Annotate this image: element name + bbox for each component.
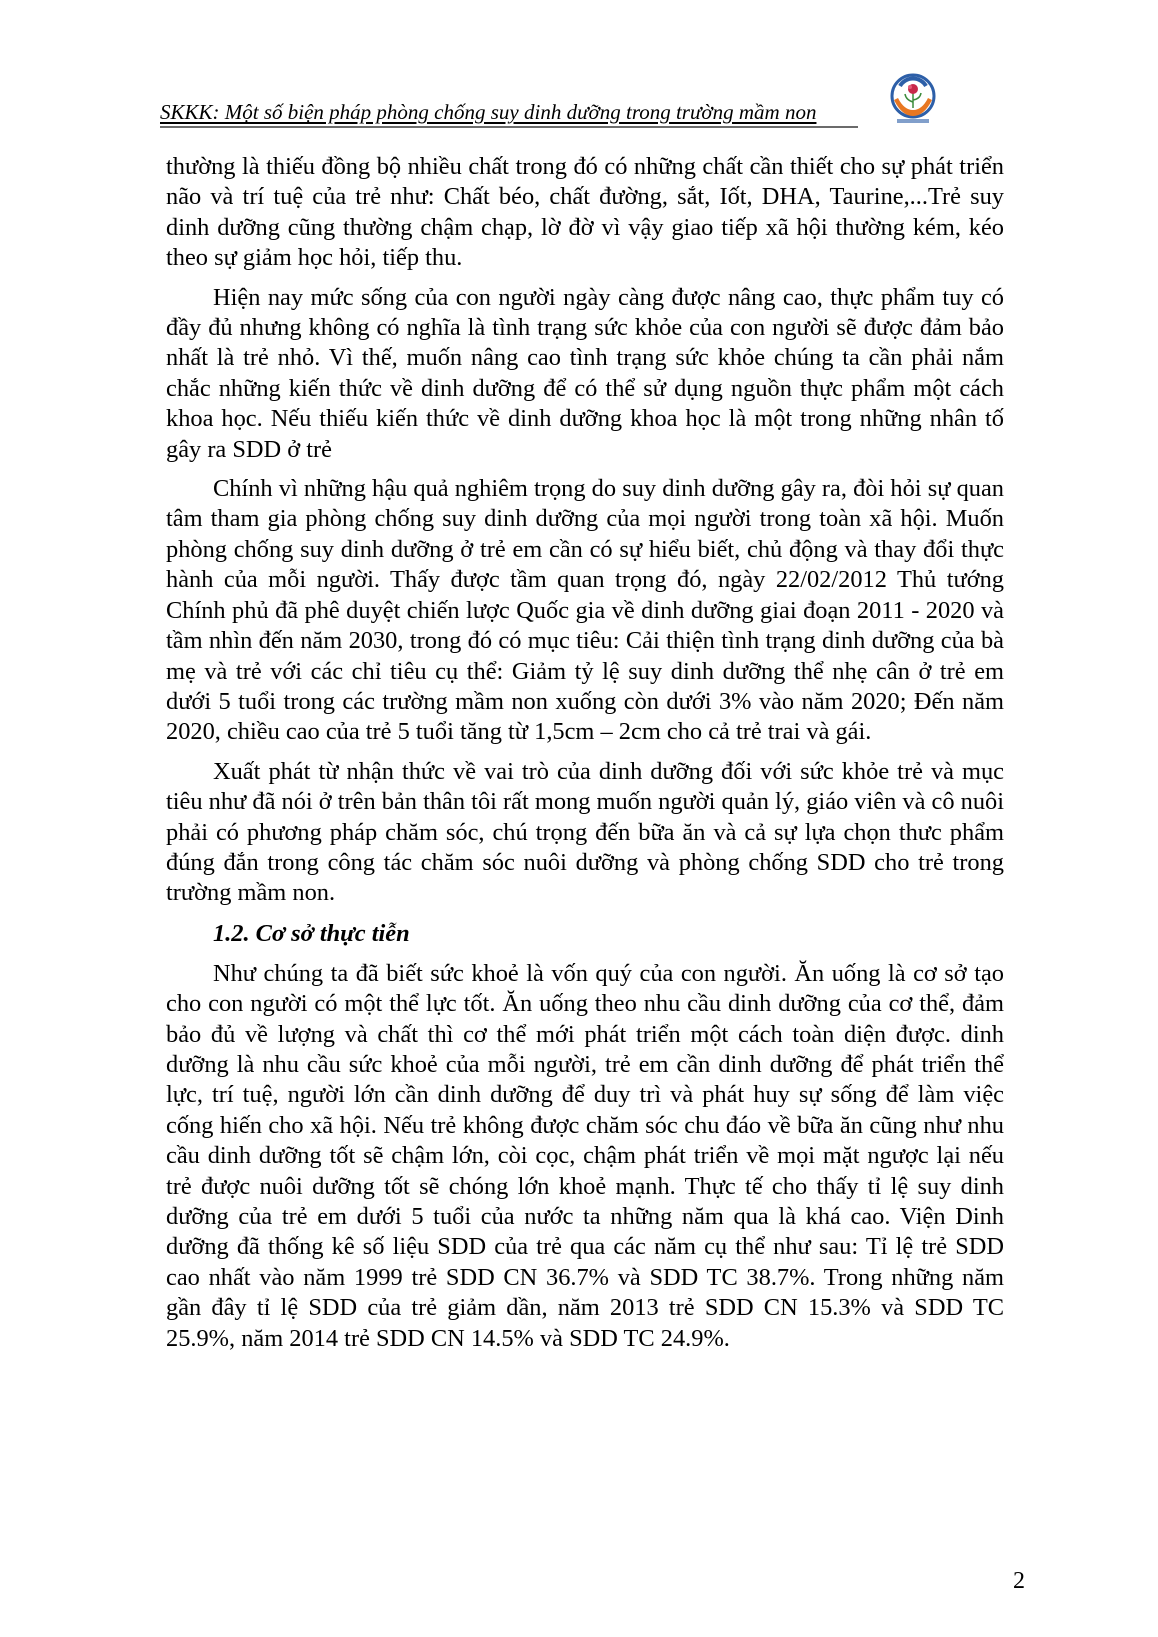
paragraph: Hiện nay mức sống của con người ngày càng được nâng cao, thực phẩm tuy có đầy đủ nhưng không có nghĩa là tình trạng sức khỏe của con người sẽ được đảm bảo nhất là trẻ nhỏ. Vì thế, muốn nâng cao tình trạng sức khỏe chúng ta cần phải nắm chắc những kiến thức về dinh dưỡng để có thể sử dụng nguồn thực phẩm một cách khoa học. Nếu thiếu kiến thức về dinh dưỡng khoa học là một trong những nhân tố gây ra SDD ở trẻ xyxy=(166,283,1004,463)
paragraph-continuation: thường là thiếu đồng bộ nhiều chất trong đó có những chất cần thiết cho sự phát triển não và trí tuệ của trẻ như: Chất béo, chất đường, sắt, Iốt, DHA, Taurine,...Trẻ suy dinh dưỡng cũng thường chậm chạp, lờ đờ vì vậy giao tiếp xã hội thường kém, kéo theo sự giảm học hỏi, tiếp thu. xyxy=(166,153,1004,272)
header-underline xyxy=(160,126,858,128)
page-number: 2 xyxy=(1013,1568,1025,1594)
document-title: SKKK: Một số biện pháp phòng chống suy dinh dưỡng trong trường mầm non xyxy=(160,100,817,124)
paragraph: Chính vì những hậu quả nghiêm trọng do suy dinh dưỡng gây ra, đòi hỏi sự quan tâm tham gia phòng chống suy dinh dưỡng của mọi người trong toàn xã hội. Muốn phòng chống suy dinh dưỡng ở trẻ em cần có sự hiểu biết, chủ động và thay đổi thực hành của mỗi người. Thấy được tầm quan trọng đó, ngày 22/02/2012 Thủ tướng Chính phủ đã phê duyệt chiến lược Quốc gia về dinh dưỡng giai đoạn 2011 - 2020 và tầm nhìn đến năm 2030, trong đó có mục tiêu: Cải thiện tình trạng dinh dưỡng của bà mẹ và trẻ với các chỉ tiêu cụ thể: Giảm tỷ lệ suy dinh dưỡng thể nhẹ cân ở trẻ em dưới 5 tuổi trong các trường mầm non xuống còn dưới 3% vào năm 2020; Đến năm 2020, chiều cao của trẻ 5 tuổi tăng từ 1,5cm – 2cm cho cả trẻ trai và gái. xyxy=(166,475,1004,746)
school-logo-icon xyxy=(888,72,938,128)
page-header xyxy=(160,98,860,128)
section-paragraph: Như chúng ta đã biết sức khoẻ là vốn quý của con người. Ăn uống là cơ sở tạo cho con người có một thể lực tốt. Ăn uống theo nhu cầu dinh dưỡng của cơ thể, đảm bảo đủ về lượng và chất thì cơ thể mới phát triển một cách toàn diện được. dinh dưỡng là nhu cầu sức khoẻ của mỗi người, trẻ em cần dinh dưỡng để phát triển thể lực, trí tuệ, người lớn cần dinh dưỡng để duy trì và phát huy sự sống để làm việc cống hiến cho xã hội. Nếu trẻ không được chăm sóc chu đáo về bữa ăn cũng như nhu cầu dinh dưỡng tốt sẽ chậm lớn, còi cọc, chậm phát triển về mọi mặt ngược lại nếu trẻ được nuôi dưỡng tốt sẽ chóng lớn khoẻ mạnh. Thực tế cho thấy tỉ lệ suy dinh dưỡng của trẻ em dưới 5 tuổi của nước ta những năm qua là khá cao. Viện Dinh dưỡng đã thống kê số liệu SDD của trẻ qua các năm cụ thể như sau: Tỉ lệ trẻ SDD cao nhất vào năm 1999 trẻ SDD CN 36.7% và SDD TC 38.7%. Trong những năm gần đây tỉ lệ SDD của trẻ giảm dần, năm 2013 trẻ SDD CN 15.3% và SDD TC 25.9%, năm 2014 trẻ SDD CN 14.5% và SDD TC 24.9%. xyxy=(166,959,1004,1352)
document-body xyxy=(166,152,1004,1354)
paragraph: Xuất phát từ nhận thức về vai trò của dinh dưỡng đối với sức khỏe trẻ và mục tiêu như đã nói ở trên bản thân tôi rất mong muốn người quản lý, giáo viên và cô nuôi phải có phương pháp chăm sóc, chú trọng đến bữa ăn và cả sự lựa chọn thưc phẩm đúng đắn trong công tác chăm sóc nuôi dưỡng và phòng chống SDD cho trẻ trong trường mầm non. xyxy=(166,757,1004,907)
section-heading: 1.2. Cơ sở thực tiễn xyxy=(213,919,410,947)
